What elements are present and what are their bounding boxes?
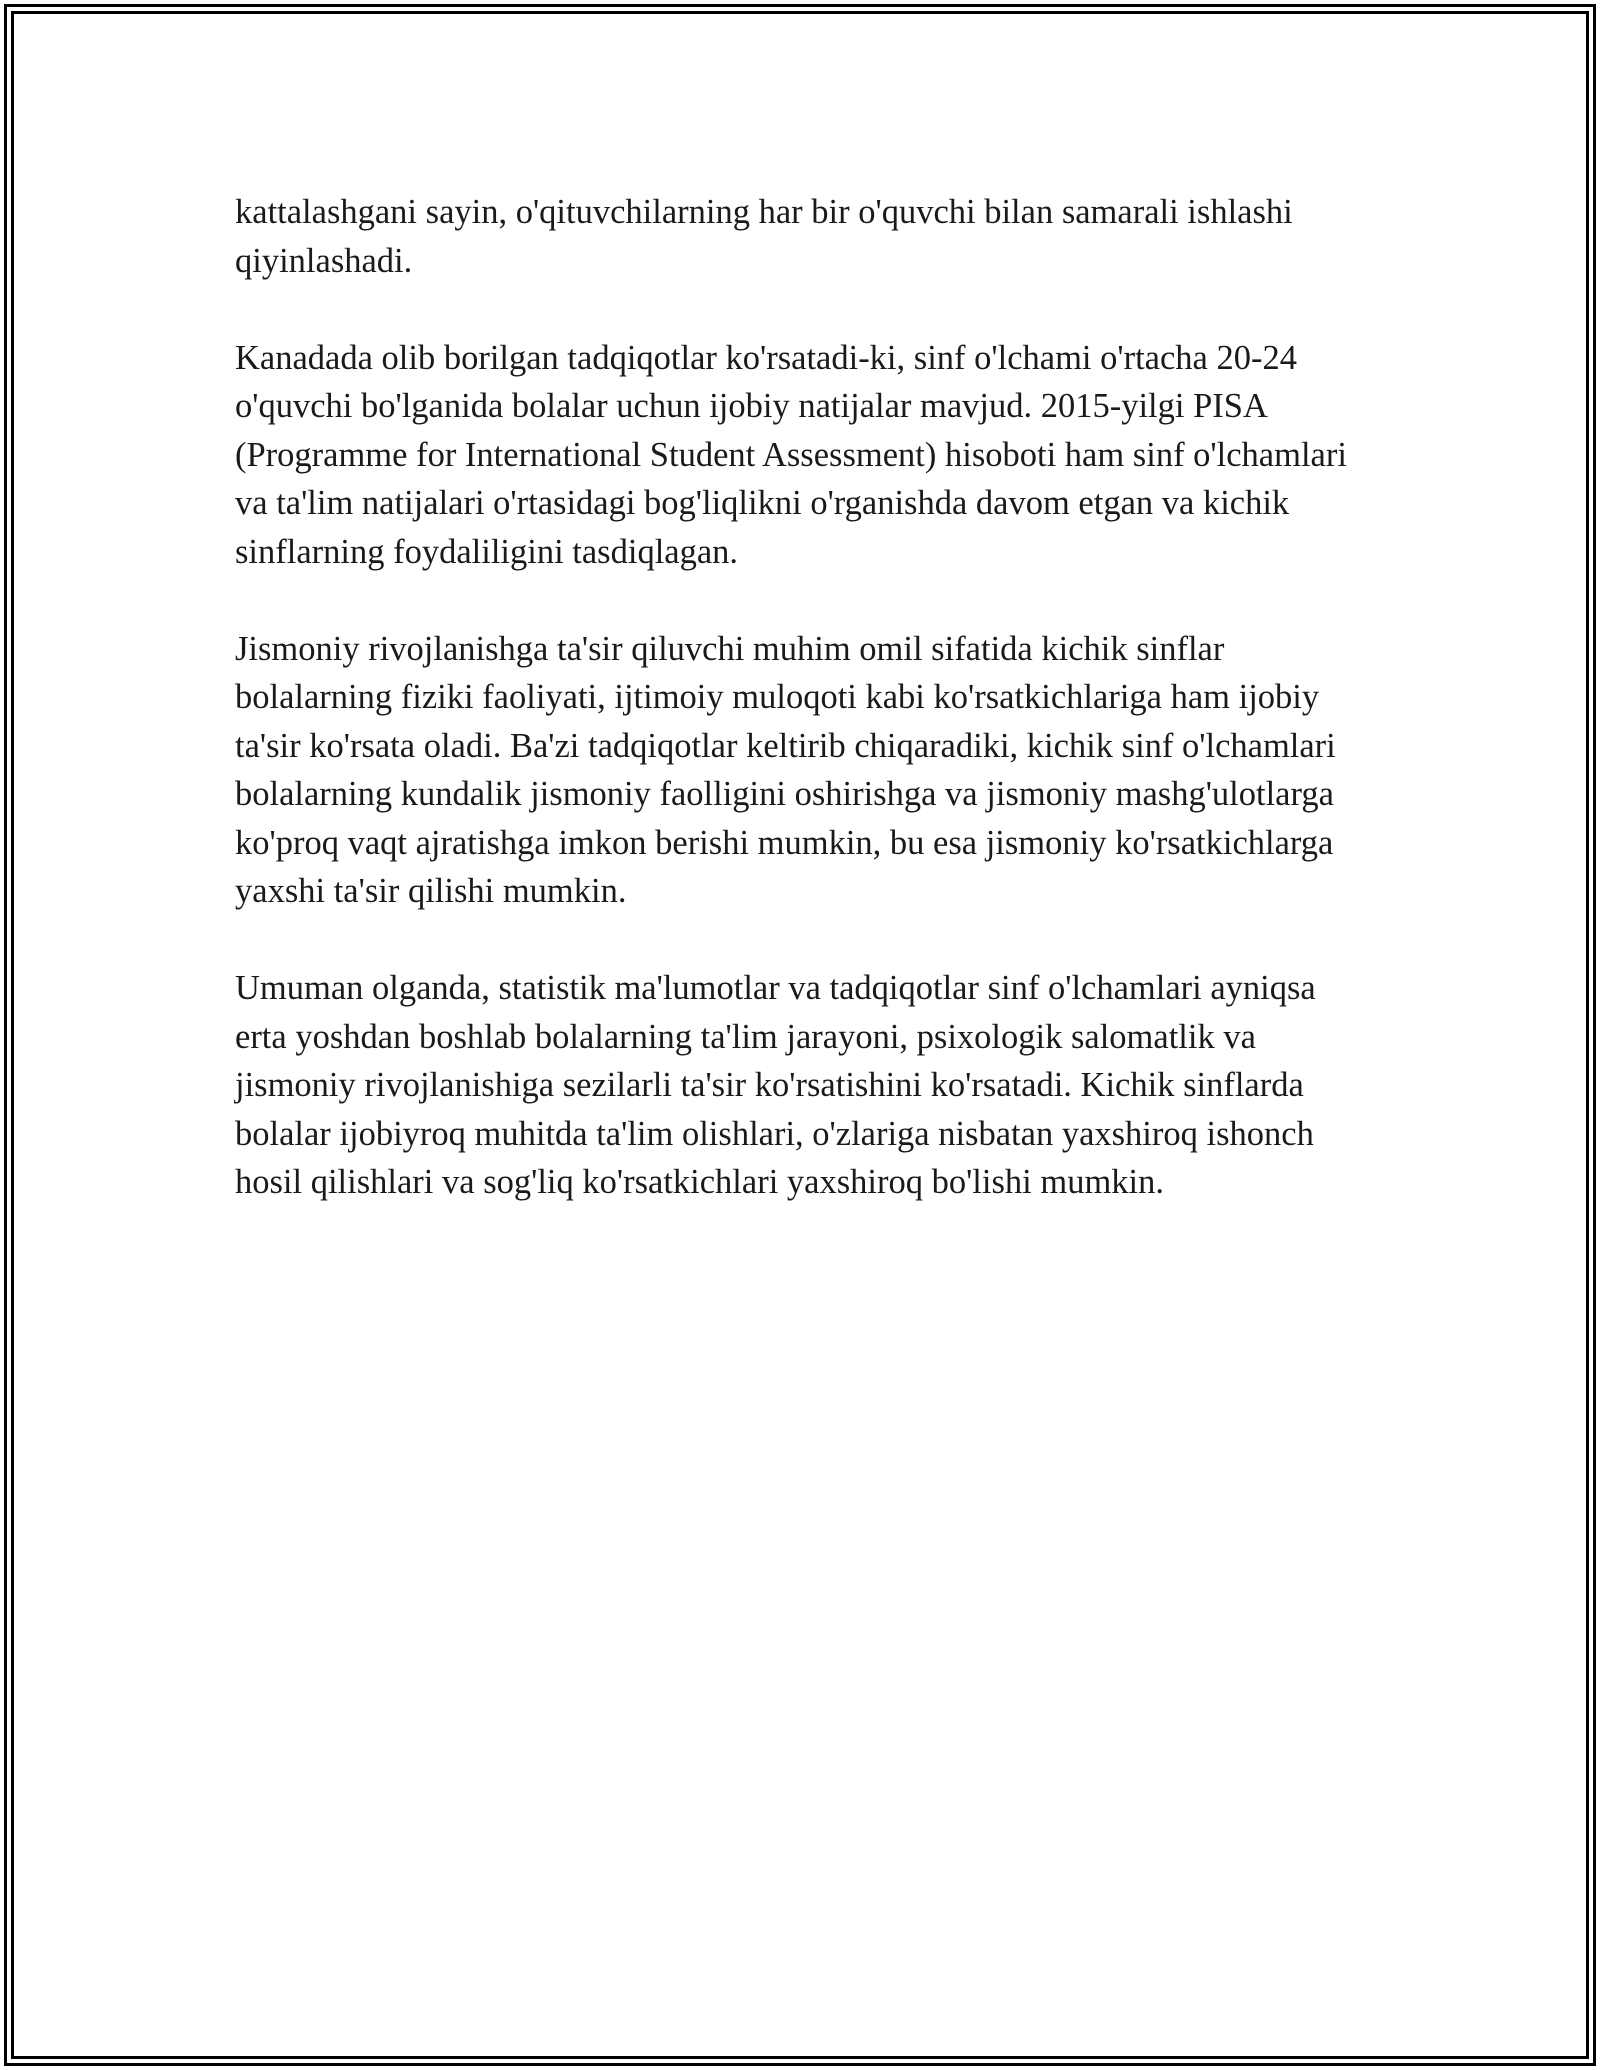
paragraph-physical-development: Jismoniy rivojlanishga ta'sir qiluvchi muhim omil sifatida kichik sinflar bolalarning fiziki faoliyati, ijtimoiy muloqoti kabi ko'rsatkichlariga ham ijobiy ta'sir ko'rsata oladi. Ba'zi tadqiqotlar keltirib chiqaradiki, kichik sinf o'lchamlari bolalarning kundalik jismoniy faolligini oshirishga va jismoniy mashg'ulotlarga ko'proq vaqt ajratishga imkon berishi mumkin, bu esa jismoniy ko'rsatkichlarga yaxshi ta'sir qilishi mumkin. xyxy=(235,629,1336,910)
paragraph-continuation: kattalashgani sayin, o'qituvchilarning har bir o'quvchi bilan samarali ishlashi qiyinlashadi. xyxy=(235,193,1293,280)
paragraph-canada-research: Kanadada olib borilgan tadqiqotlar ko'rsatadi-ki, sinf o'lchami o'rtacha 20-24 o'quvchi bo'lganida bolalar uchun ijobiy natijalar mavjud. 2015-yilgi PISA (Programme for International Student Assessment) hisoboti ham sinf o'lchamlari va ta'lim natijalari o'rtasidagi bog'liqlikni o'rganishda davom etgan va kichik sinflarning foydaliligini tasdiqlagan. xyxy=(235,338,1347,571)
paragraph-conclusion: Umuman olganda, statistik ma'lumotlar va tadqiqotlar sinf o'lchamlari ayniqsa erta yoshdan boshlab bolalarning ta'lim jarayoni, psixologik salomatlik va jismoniy rivojlanishiga sezilarli ta'sir ko'rsatishini ko'rsatadi. Kichik sinflarda bolalar ijobiyroq muhitda ta'lim olishlari, o'zlariga nisbatan yaxshiroq ishonch hosil qilishlari va sog'liq ko'rsatkichlari yaxshiroq bo'lishi mumkin. xyxy=(235,969,1316,1201)
document-body xyxy=(235,188,1375,1207)
